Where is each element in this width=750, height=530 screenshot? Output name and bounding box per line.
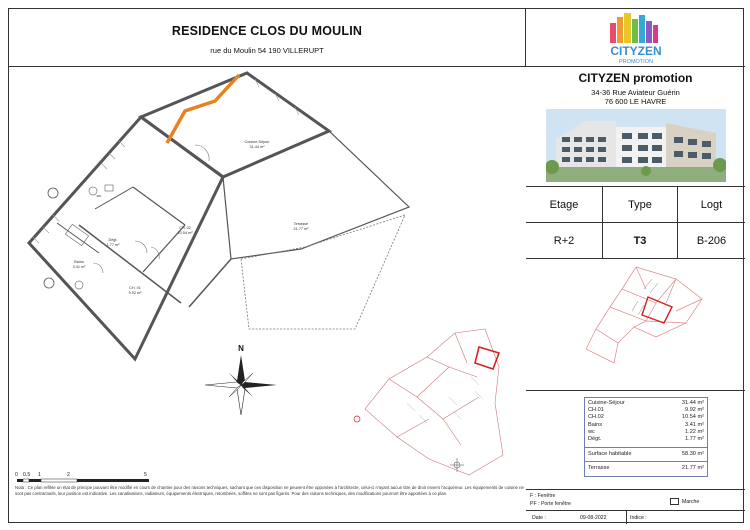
label-ch1-area: 9.92 m²	[128, 291, 142, 295]
surface-habitable-row: Surface habitable 58.30 m²	[585, 447, 707, 461]
key-plan	[526, 259, 745, 391]
surface-row: wc 1.22 m²	[588, 428, 704, 435]
building-render	[546, 109, 726, 182]
terrace-outline	[241, 215, 405, 329]
logo-block	[526, 9, 745, 67]
label-terrasse: Terrasse	[293, 222, 309, 226]
bathroom-fixtures	[65, 185, 113, 289]
disclaimer-note: Nota : Ce plan reflète un état de principe pouvant être modifié en cours de chantier pour des raisons techniques, sachant que ces disposition ne peuvent être opposées à l'architecte, celui-ci n'ayant aucun titre de droit envers l'acquéreur. Les équipements de cuisine ne sont pas contractuels, leur position est indicative. Les canalisations, radiateurs, équipements électriques, retombées, soffites ne sont pas figurés. Pour des raisons techniques, des modifications pourront être apportées à ce plan.	[15, 485, 524, 496]
site-plan	[365, 329, 503, 475]
site-compass-icon	[450, 458, 464, 472]
surface-row: CH.01 9.92 m²	[588, 407, 704, 414]
site-plan-marker	[354, 416, 360, 422]
label-terrasse-area: 21.77 m²	[293, 227, 309, 231]
label-ch1: CH. 01	[129, 286, 141, 290]
scale-tick-5: 5	[144, 472, 147, 478]
value-type: T3	[603, 223, 678, 259]
scale-tick-1: 1	[38, 472, 41, 478]
compass-n-label: N	[238, 344, 244, 353]
label-degt-area: 1.77 m²	[106, 243, 120, 247]
surface-row: Dégt. 1.77 m²	[588, 436, 704, 443]
logo-buildings-icon	[610, 13, 658, 43]
residence-address: rue du Moulin 54 190 VILLERUPT	[210, 46, 324, 55]
key-plan-drawing	[526, 259, 745, 391]
door-swings	[93, 145, 209, 273]
indice-label: Indice :	[630, 515, 647, 521]
compass-icon	[205, 344, 277, 415]
label-sejour-area: 31.44 m²	[249, 145, 265, 149]
scale-tick-2: 2	[67, 472, 70, 478]
company-address-1: 34-36 Rue Aviateur Guérin	[591, 88, 680, 97]
label-degt: Dégt.	[108, 238, 118, 242]
title-block	[9, 9, 526, 67]
scale-tick-0: 0	[15, 472, 18, 478]
label-sejour: Cuisine-Séjour	[244, 140, 270, 144]
surface-table	[526, 391, 745, 489]
label-wc: wc	[96, 194, 102, 198]
legend-porte-fenetre: PF : Porte fenêtre	[530, 501, 571, 507]
surface-terrasse-row: Terrasse 21.77 m²	[585, 461, 707, 475]
logo-tagline: PROMOTION	[619, 59, 653, 65]
surface-row: Bains 3.41 m²	[588, 421, 704, 428]
surface-row: CH.02 10.54 m²	[588, 414, 704, 421]
header-type: Type	[603, 187, 678, 223]
label-bains: Bains	[74, 260, 84, 264]
surface-row: Cuisine-Séjour 31.44 m²	[588, 400, 704, 406]
cityzen-logo	[526, 9, 745, 67]
orange-accent-wall	[167, 75, 239, 143]
header-logt: Logt	[678, 187, 745, 223]
residence-title: RESIDENCE CLOS DU MOULIN	[171, 24, 363, 38]
company-name: CITYZEN promotion	[578, 71, 693, 85]
label-ch2-area: 10.54 m²	[177, 231, 193, 235]
label-bains-area: 3.41 m²	[72, 265, 86, 269]
date-block	[526, 511, 745, 524]
scale-tick-05: 0.5	[23, 472, 31, 478]
unit-type-table	[526, 187, 745, 259]
company-block	[526, 67, 745, 187]
apartment-walls	[29, 73, 409, 359]
floor-plan-area	[9, 67, 526, 487]
marche-icon	[670, 498, 679, 505]
floor-plan	[9, 67, 526, 487]
label-ch2: CH. 02	[179, 226, 191, 230]
legend-block	[526, 489, 745, 511]
surface-frame	[584, 397, 708, 477]
date-label: Date :	[532, 515, 546, 521]
header-etage: Etage	[526, 187, 603, 223]
legend-marche: Marche	[682, 499, 700, 505]
value-logt: B-206	[696, 235, 727, 247]
legend-fenetre: F : Fenêtre	[530, 493, 556, 499]
logo-name: CITYZEN	[610, 44, 662, 58]
key-plan-unit-highlight	[642, 297, 672, 323]
scale-bar	[17, 479, 149, 482]
company-address-2: 76 600 LE HAVRE	[604, 97, 667, 106]
date-value: 09-08-2022	[580, 515, 607, 521]
plan-sheet	[8, 8, 744, 523]
value-etage: R+2	[526, 223, 603, 259]
